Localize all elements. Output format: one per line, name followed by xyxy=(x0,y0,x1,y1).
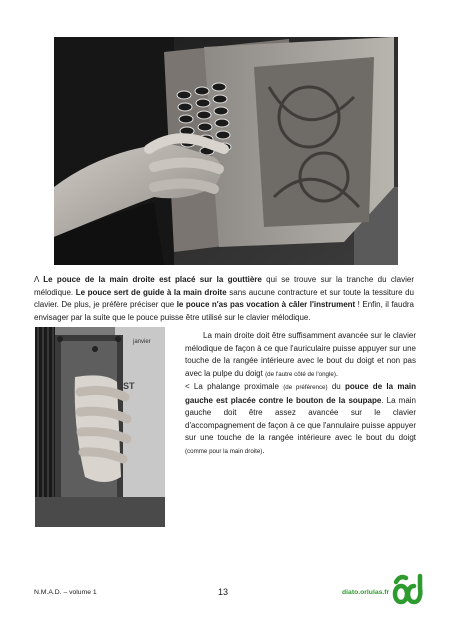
para3-text-3: . La main gauche doit être assez avancée sur le clavier d'accompagnement de façon à ce que l'annulaire puisse appuyer sur une touche de la rangée intérieure avec le bout du doigt xyxy=(185,395,416,442)
para1-bold-3: le pouce n'as pas vocation à câler l'instrument xyxy=(176,300,356,309)
para1-bold-1: Le pouce de la main droite est placé sur la gouttière xyxy=(43,275,262,284)
para2-text-1: La main droite doit être suffisamment avancée sur le clavier mélodique de façon à ce que l'auriculaire puisse appuyer sur une touche de la rangée intérieure avec le bout du doigt et non pas avec la pulpe du doigt xyxy=(185,331,416,378)
paragraph-left-thumb xyxy=(185,381,416,458)
para3-text-2: du xyxy=(327,382,345,391)
para2-small-note: (de l'autre côté de l'ongle) xyxy=(265,370,336,378)
paragraph-right-hand-position xyxy=(185,330,416,381)
para3-bold-1: pouce de la main gauche est placée contre le bouton de la soupape xyxy=(185,382,417,405)
photo-label-janvier: janvier xyxy=(133,339,151,345)
footer-volume: N.M.A.D. – volume 1 xyxy=(34,589,97,596)
left-thumb-marker: < xyxy=(185,382,190,391)
diato-logo-icon xyxy=(390,572,424,606)
para3-small-1: (de préférence) xyxy=(283,384,328,391)
photo-right-hand-keyboard xyxy=(54,37,398,265)
footer-site-link[interactable]: diato.orlulas.fr xyxy=(342,589,390,596)
para1-text-2: sans aucune contracture et sur toute la tessiture du clavier. De plus, je préfère préciser que xyxy=(34,287,415,309)
para3-text-4: . xyxy=(262,445,265,455)
photo-left-hand-keyboard xyxy=(35,327,165,527)
para3-small-2: (comme pour la main droite) xyxy=(185,447,263,455)
photo-left-hand-illustration xyxy=(35,327,165,527)
page-number: 13 xyxy=(218,587,229,597)
para1-bold-2: Le pouce sert de guide à la main droite xyxy=(75,287,227,297)
photo-label-st: ST xyxy=(123,381,135,391)
para1-text-1: qui se trouve sur la tranche du clavier mélodique. xyxy=(34,275,414,297)
para2-text-2: . xyxy=(335,368,339,378)
para3-text-1: La phalange proximale xyxy=(189,382,284,391)
para1-text-3: ! Enfin, il faudra envisager par la suite que le pouce puisse être utilisé sur le clavier mélodique. xyxy=(34,300,415,322)
photo-right-hand-illustration xyxy=(54,37,398,265)
paragraph-right-thumb xyxy=(34,274,414,324)
right-thumb-marker: Λ xyxy=(34,275,39,284)
